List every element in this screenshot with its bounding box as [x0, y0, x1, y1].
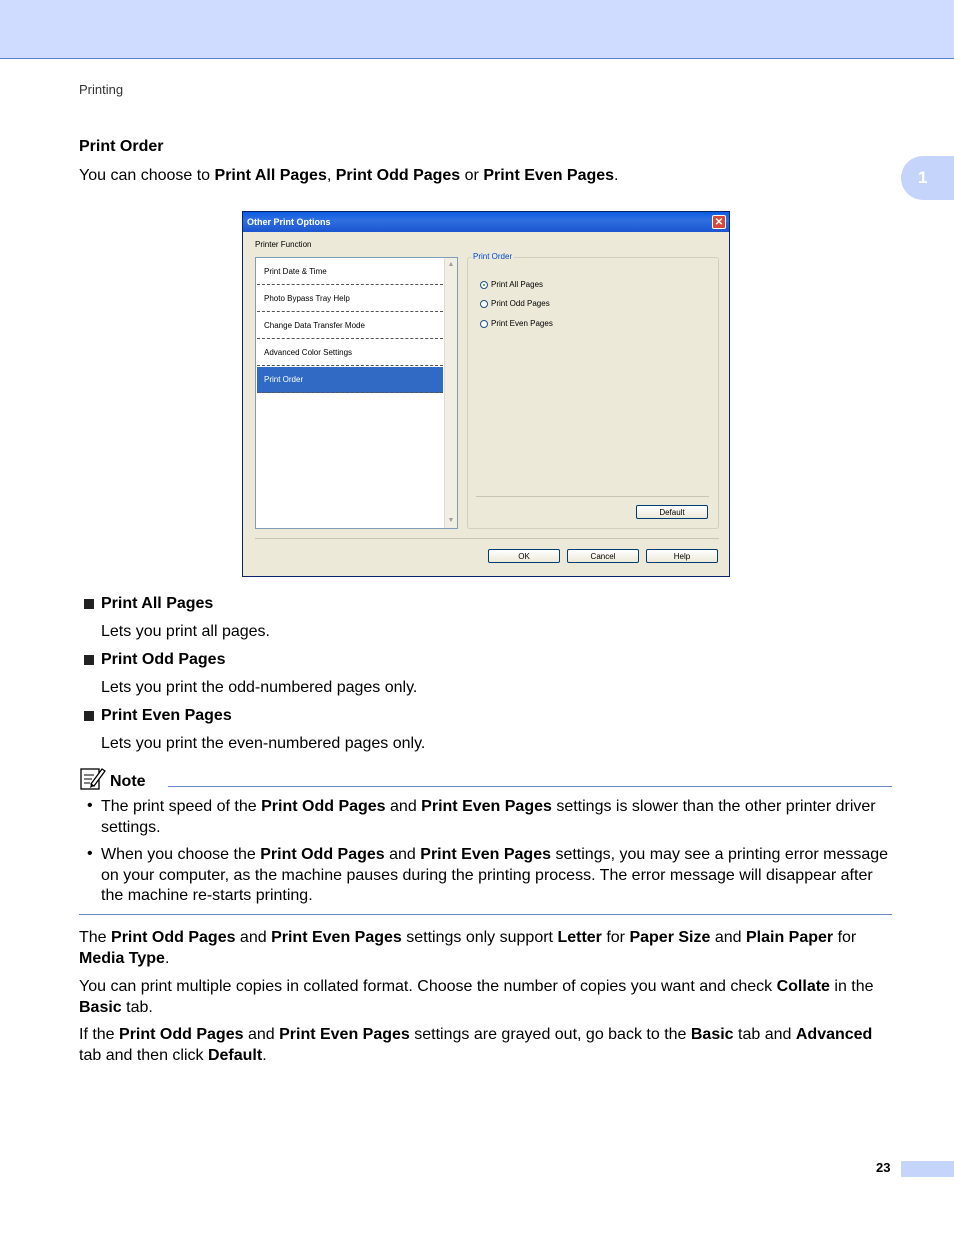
close-icon[interactable]: ✕	[712, 215, 726, 229]
item-desc-odd: Lets you print the odd-numbered pages only.	[101, 679, 418, 696]
paragraph-grayed-out: If the Print Odd Pages and Print Even Pages settings are grayed out, go back to the Basic tab and Advanced tab and then click Default.	[79, 1026, 873, 1064]
note-rule	[168, 786, 892, 787]
group-separator	[476, 496, 709, 497]
chapter-tab: 1	[901, 156, 954, 200]
item-title-all: Print All Pages	[84, 595, 213, 613]
scroll-up-icon[interactable]: ▲	[447, 261, 455, 268]
bullet-dot: •	[87, 797, 93, 814]
radio-print-all-pages[interactable]	[480, 280, 543, 289]
list-item-print-order[interactable]: Print Order	[257, 367, 443, 393]
radio-unchecked-icon	[480, 320, 488, 328]
print-order-group-label: Print Order	[473, 252, 513, 261]
note-bullet-2-text: When you choose the Print Odd Pages and Print Even Pages settings, you may see a printing error message on your computer, as the machine pauses during the printing process. The error message will disappear after the machine re-starts printing.	[101, 846, 889, 904]
list-item-print-date-time[interactable]: Print Date & Time	[257, 259, 443, 285]
square-bullet-icon	[84, 599, 94, 609]
default-button[interactable]: Default	[636, 505, 708, 519]
printer-function-list[interactable]	[255, 257, 458, 529]
list-item-change-data-transfer-mode[interactable]: Change Data Transfer Mode	[257, 313, 443, 339]
radio-label: Print All Pages	[491, 280, 544, 289]
dialog-titlebar	[243, 212, 729, 232]
radio-label: Print Odd Pages	[491, 299, 550, 308]
radio-unchecked-icon	[480, 300, 488, 308]
square-bullet-icon	[84, 711, 94, 721]
page-heading: Print Order	[79, 138, 164, 155]
list-item-advanced-color-settings[interactable]: Advanced Color Settings	[257, 340, 443, 366]
list-item-photo-bypass-tray-help[interactable]: Photo Bypass Tray Help	[257, 286, 443, 312]
item-title-odd: Print Odd Pages	[84, 651, 225, 669]
radio-checked-icon	[480, 281, 488, 289]
printer-function-label: Printer Function	[255, 240, 312, 249]
item-desc-all: Lets you print all pages.	[101, 623, 270, 640]
page-number-tab	[901, 1161, 954, 1177]
ok-button[interactable]: OK	[488, 549, 560, 563]
radio-print-even-pages[interactable]	[480, 319, 553, 328]
dialog-separator	[255, 538, 719, 539]
page-number: 23	[876, 1160, 891, 1175]
bullet-dot: •	[87, 845, 93, 862]
note-label: Note	[110, 773, 146, 790]
section-title: Printing	[79, 82, 124, 97]
item-desc-even: Lets you print the even-numbered pages only.	[101, 735, 426, 752]
radio-label: Print Even Pages	[491, 319, 553, 328]
paragraph-support: The Print Odd Pages and Print Even Pages settings only support Letter for Paper Size and Plain Paper for Media Type.	[79, 929, 857, 967]
note-end-rule	[79, 914, 892, 915]
item-title-even: Print Even Pages	[84, 707, 232, 725]
header-band	[0, 0, 954, 59]
note-bullet-1-text: The print speed of the Print Odd Pages and Print Even Pages settings is slower than the other printer driver settings.	[101, 798, 876, 836]
intro-text: You can choose to Print All Pages, Print Odd Pages or Print Even Pages.	[79, 167, 619, 184]
cancel-button[interactable]: Cancel	[567, 549, 639, 563]
dialog-title: Other Print Options	[247, 217, 331, 227]
list-scrollbar[interactable]	[444, 258, 457, 528]
help-button[interactable]: Help	[646, 549, 718, 563]
radio-print-odd-pages[interactable]	[480, 299, 550, 308]
square-bullet-icon	[84, 655, 94, 665]
scroll-down-icon[interactable]: ▼	[447, 517, 455, 524]
print-order-group	[467, 257, 719, 529]
note-pencil-icon	[80, 766, 106, 790]
other-print-options-dialog	[242, 211, 730, 577]
paragraph-collate: You can print multiple copies in collated format. Choose the number of copies you want and check Collate in the Basic tab.	[79, 978, 874, 1016]
